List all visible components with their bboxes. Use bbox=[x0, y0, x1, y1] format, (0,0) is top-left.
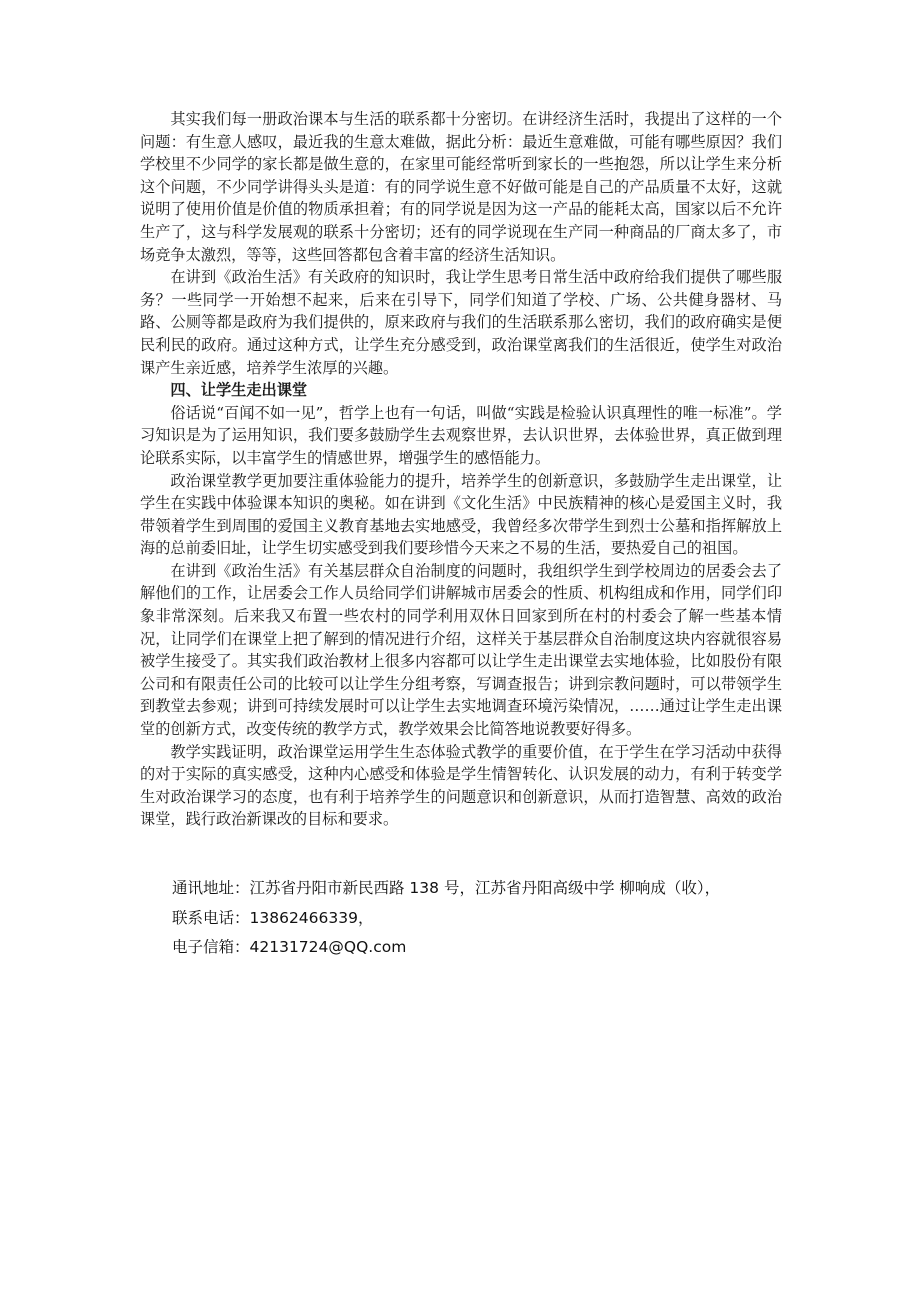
contact-phone: 联系电话：13862466339， bbox=[172, 908, 374, 927]
paragraph-conclusion: 教学实践证明，政治课堂运用学生生态体验式教学的重要价值，在于学生在学习活动中获得的对于实际的真实感受，这种内心感受和体验是学生情智转化、认识发展的动力，有利于转变学生对政治课学习的态度，也有利于培养学生的问题意识和创新意识，从而打造智慧、高效的政治课堂，践行政治新课改的目标和要求。 bbox=[140, 742, 782, 829]
paragraph-government-example: 在讲到《政治生活》有关政府的知识时，我让学生思考日常生活中政府给我们提供了哪些服务？一些同学一开始想不起来，后来在引导下，同学们知道了学校、广场、公共健身器材、马路、公厕等都是政府为我们提供的，原来政府与我们的生活联系那么密切，我们的政府确实是便民利民的政府。通过这种方式，让学生充分感受到，政治课堂离我们的生活很近，使学生对政治课产生亲近感，培养学生浓厚的兴趣。 bbox=[140, 268, 782, 377]
paragraph-economics-example: 其实我们每一册政治课本与生活的联系都十分密切。在讲经济生活时，我提出了这样的一个问题：有生意人感叹，最近我的生意太难做，据此分析：最近生意难做，可能有哪些原因？我们学校里不少同学的家长都是做生意的，在家里可能经常听到家长的一些抱怨，所以让学生来分析这个问题，不少同学讲得头头是道：有的同学说生意不好做可能是自己的产品质量不太好，这就说明了使用价值是价值的物质承担着；有的同学说是因为这一产品的能耗太高，国家以后不允许生产了，这与科学发展观的联系十分密切；还有的同学说现在生产同一种商品的厂商太多了，市场竞争太激烈，等等，这些回答都包含着丰富的经济生活知识。 bbox=[140, 110, 782, 264]
paragraph-self-governance-example: 在讲到《政治生活》有关基层群众自治制度的问题时，我组织学生到学校周边的居委会去了解他们的工作，让居委会工作人员给同学们讲解城市居委会的性质、机构组成和作用，同学们印象非常深刻。后来我又布置一些农村的同学利用双休日回家到所在村的村委会了解一些基本情况，让同学们在课堂上把了解到的情况进行介绍，这样关于基层群众自治制度这块内容就很容易被学生接受了。其实我们政治教材上很多内容都可以让学生走出课堂去实地体验，比如股份有限公司和有限责任公司的比较可以让学生分组考察，写调查报告；讲到宗教问题时，可以带领学生到教堂去参观；讲到可持续发展时可以让学生去实地调查环境污染情况，……通过让学生走出课堂的创新方式，改变传统的教学方式，教学效果会比简答地说教要好得多。 bbox=[140, 561, 782, 739]
paragraph-patriotism-example: 政治课堂教学更加要注重体验能力的提升，培养学生的创新意识，多鼓励学生走出课堂，让学生在实践中体验课本知识的奥秘。如在讲到《文化生活》中民族精神的核心是爱国主义时，我带领着学生到周围的爱国主义教育基地去实地感受，我曾经多次带学生到烈士公墓和指挥解放上海的总前委旧址，让学生切实感受到我们要珍惜今天来之不易的生活，要热爱自己的祖国。 bbox=[140, 471, 782, 558]
contact-info bbox=[172, 874, 812, 963]
section-heading: 四、让学生走出课堂 bbox=[170, 381, 308, 400]
paragraph-proverb: 俗话说“百闻不如一见”，哲学上也有一句话，叫做“实践是检验认识真理性的唯一标准”。学习知识是为了运用知识，我们要多鼓励学生去观察世界，去认识世界，去体验世界，真正做到理论联系实际，以丰富学生的情感世界，增强学生的感悟能力。 bbox=[140, 403, 782, 467]
contact-email: 电子信箱：42131724@QQ.com bbox=[172, 938, 407, 956]
article-body bbox=[140, 108, 782, 831]
contact-address: 通讯地址：江苏省丹阳市新民西路 138 号，江苏省丹阳高级中学 柳响成（收）， bbox=[172, 879, 721, 897]
